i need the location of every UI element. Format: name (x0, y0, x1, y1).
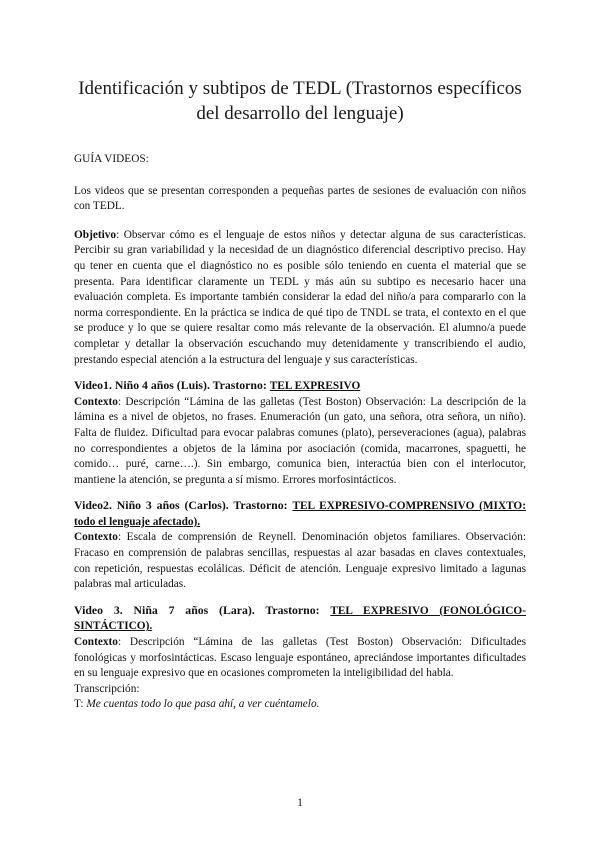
transcript-line (74, 697, 526, 713)
video-2-context-label: Contexto (74, 531, 118, 544)
transcription-label: Transcripción: (74, 682, 140, 695)
transcript-speaker: T: (74, 698, 87, 711)
objective-label: Objetivo (74, 228, 117, 241)
video-2-context-text: : Escala de comprensión de Reynell. Denominación objetos familiares. Observación: Fracaso en comprensión de palabras sencillas, respuestas al azar basadas en claves contextuales, con repetición, respuestas ecolálicas. Déficit de atención. Lenguaje expresivo limitado a lagunas palabras mal articuladas. (74, 531, 526, 591)
objective-paragraph (74, 228, 526, 368)
video-2-title: Video2. Niño 3 años (Carlos). Trastorno: (74, 498, 293, 513)
video-2-disorder: TEL EXPRESIVO-COMPRENSIVO (MIXTO: todo el lenguaje afectado). (74, 500, 526, 528)
document-body (74, 152, 526, 713)
video-3-heading (74, 603, 526, 635)
video-1-disorder: TEL EXPRESIVO (269, 380, 361, 393)
video-3-title: Video 3. Niña 7 años (Lara). Trastorno: (74, 602, 331, 617)
guide-heading: GUÍA VIDEOS: (74, 153, 149, 165)
video-1-heading (74, 378, 526, 395)
page-number: 1 (297, 797, 303, 809)
video-1-context-text: : Descripción “Lámina de las galletas (Test Boston) Observación: La descripción de la lámina es a nivel de objetos, no frases. Enumeración (un gato, una señora, otra señora, un niño). Falta de fluidez. Dificultad para evocar palabras comunes (plato), perseveraciones (agua), palabras no correspondientes a objetos de la lámina por asociación (comida, macarrones, spaguetti, he comido… puré, carne….). Sin embargo, comunica bien, interactúa bien con el interlocutor, mantiene la atención, se pregunta a sí mismo. Errores morfosintácticos. (74, 395, 526, 486)
video-1-context-label: Contexto (74, 395, 118, 408)
video-3-disorder: TEL EXPRESIVO (FONOLÓGICO-SINTÁCTICO). (74, 604, 526, 633)
video-2-heading (74, 498, 526, 530)
intro-paragraph: Los videos que se presentan corresponden a pequeñas partes de sesiones de evaluación con niños con TEDL. (74, 184, 526, 213)
objective-text: : Observar cómo es el lenguaje de estos niños y detectar alguna de sus características. Percibir su gran variabilidad y la necesidad de un diagnóstico diferencial descriptivo preciso. Hay qu tener en cuenta que el diagnóstico no es posible sólo teniendo en cuenta el material que se presenta. Para identificar claramente un TEDL y más aún su subtipo es necesario hacer una evaluación completa. Es importante también considerar la edad del niño/a para compararlo con la norma correspondiente. En la práctica se indica de qué tipo de TNDL se trata, el contexto en el que se produce y lo que se quiere resaltar como más relevante de la observación. El alumno/a puede completar y detallar la observación escuchando muy detenidamente y transcribiendo el audio, prestando especial atención a la estructura del lenguaje y sus características. (74, 228, 526, 366)
transcript-text: Me cuentas todo lo que pasa ahí, a ver cuéntamelo. (86, 698, 320, 711)
video-1-context (74, 395, 526, 489)
video-1-title: Video1. Niño 4 años (Luis). Trastorno: (74, 378, 270, 393)
video-3-context (74, 635, 526, 682)
document-title: Identificación y subtipos de TEDL (Trastornos específicos del desarrollo del lenguaje) (78, 78, 522, 124)
video-3-context-text: : Descripción “Lámina de las galletas (Test Boston) Observación: Dificultades fonológicas y morfosintácticas. Escaso lenguaje espontáneo, apreciándose importantes dificultades en su lenguaje expresivo que en ocasiones comprometen la inteligibilidad del habla. (74, 636, 526, 680)
video-2-context (74, 530, 526, 592)
video-3-context-label: Contexto (74, 636, 118, 649)
